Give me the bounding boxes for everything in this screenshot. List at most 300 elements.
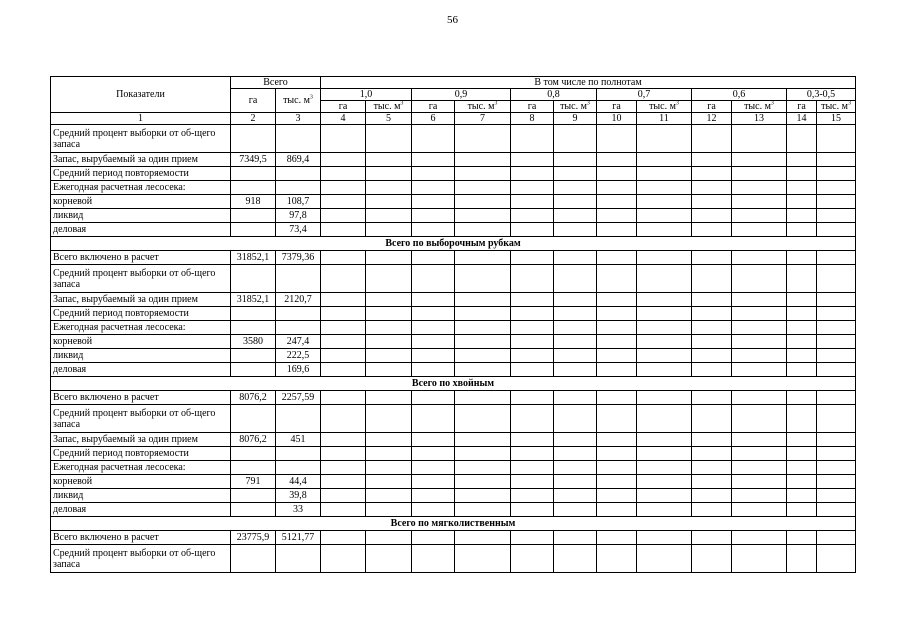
density-cell xyxy=(366,531,412,545)
density-cell xyxy=(412,433,455,447)
density-cell xyxy=(455,153,511,167)
density-cell xyxy=(554,545,597,573)
density-cell xyxy=(817,391,856,405)
column-number: 2 xyxy=(231,113,276,125)
density-header: 0,9 xyxy=(412,89,511,101)
row-label: корневой xyxy=(51,335,231,349)
density-cell xyxy=(787,405,817,433)
density-cell xyxy=(321,293,366,307)
total-m3-cell: 869,4 xyxy=(276,153,321,167)
density-cell xyxy=(732,209,787,223)
density-cell xyxy=(366,321,412,335)
density-cell xyxy=(817,405,856,433)
density-cell xyxy=(637,125,692,153)
density-cell xyxy=(732,181,787,195)
density-cell xyxy=(597,153,637,167)
density-cell xyxy=(366,475,412,489)
table-row xyxy=(51,153,856,167)
density-cell xyxy=(412,307,455,321)
density-cell xyxy=(817,209,856,223)
total-ha-cell xyxy=(231,461,276,475)
column-number: 9 xyxy=(554,113,597,125)
density-cell xyxy=(366,181,412,195)
density-cell xyxy=(597,167,637,181)
table-row xyxy=(51,461,856,475)
density-cell xyxy=(455,363,511,377)
density-cell xyxy=(732,321,787,335)
density-cell xyxy=(732,405,787,433)
density-cell xyxy=(321,335,366,349)
density-cell xyxy=(732,167,787,181)
total-m3-cell: 73,4 xyxy=(276,223,321,237)
total-ha-cell xyxy=(231,181,276,195)
density-cell xyxy=(732,503,787,517)
total-ha-cell: 8076,2 xyxy=(231,391,276,405)
density-cell xyxy=(511,545,554,573)
row-label: Запас, вырубаемый за один прием xyxy=(51,433,231,447)
density-cell xyxy=(692,125,732,153)
density-cell xyxy=(817,125,856,153)
density-header: 0,7 xyxy=(597,89,692,101)
total-m3-cell xyxy=(276,461,321,475)
density-cell xyxy=(511,531,554,545)
density-cell xyxy=(817,489,856,503)
density-cell xyxy=(692,307,732,321)
density-cell xyxy=(597,125,637,153)
density-cell xyxy=(597,475,637,489)
density-cell xyxy=(412,447,455,461)
total-m3-cell: 108,7 xyxy=(276,195,321,209)
density-cell xyxy=(637,461,692,475)
density-cell xyxy=(787,181,817,195)
density-cell xyxy=(637,531,692,545)
density-cell xyxy=(732,195,787,209)
density-cell xyxy=(692,545,732,573)
unit-m3-header: тыс. $м^3$ xyxy=(455,101,511,113)
density-cell xyxy=(692,461,732,475)
density-cell xyxy=(787,489,817,503)
density-cell xyxy=(366,293,412,307)
density-cell xyxy=(412,321,455,335)
density-cell xyxy=(366,503,412,517)
density-cell xyxy=(637,265,692,293)
density-cell xyxy=(637,167,692,181)
density-cell xyxy=(321,223,366,237)
density-cell xyxy=(732,335,787,349)
unit-m3-header: тыс. $м^3$ xyxy=(732,101,787,113)
density-cell xyxy=(692,503,732,517)
density-cell xyxy=(412,363,455,377)
density-cell xyxy=(637,433,692,447)
density-cell xyxy=(511,307,554,321)
density-cell xyxy=(511,321,554,335)
density-cell xyxy=(554,503,597,517)
density-cell xyxy=(321,167,366,181)
density-cell xyxy=(366,167,412,181)
density-cell xyxy=(692,321,732,335)
total-m3-cell xyxy=(276,307,321,321)
density-cell xyxy=(787,433,817,447)
row-label: деловая xyxy=(51,503,231,517)
total-m3-cell xyxy=(276,447,321,461)
density-cell xyxy=(321,321,366,335)
table-row xyxy=(51,223,856,237)
density-cell xyxy=(412,195,455,209)
density-cell xyxy=(597,405,637,433)
density-cell xyxy=(321,125,366,153)
table-row xyxy=(51,293,856,307)
total-ha-cell xyxy=(231,489,276,503)
table-row xyxy=(51,209,856,223)
density-cell xyxy=(412,265,455,293)
density-cell xyxy=(787,153,817,167)
density-cell xyxy=(692,265,732,293)
density-cell xyxy=(817,335,856,349)
total-m3-cell: 7379,36 xyxy=(276,251,321,265)
column-number-row xyxy=(51,113,856,125)
table-row xyxy=(51,475,856,489)
density-cell xyxy=(554,251,597,265)
total-ha-cell: 918 xyxy=(231,195,276,209)
unit-ha-header: га xyxy=(597,101,637,113)
density-cell xyxy=(787,251,817,265)
density-cell xyxy=(511,391,554,405)
column-number: 10 xyxy=(597,113,637,125)
density-cell xyxy=(412,489,455,503)
row-label: деловая xyxy=(51,223,231,237)
unit-ha-header: га xyxy=(692,101,732,113)
total-m3-cell xyxy=(276,545,321,573)
density-cell xyxy=(511,167,554,181)
density-cell xyxy=(412,223,455,237)
density-cell xyxy=(732,293,787,307)
density-cell xyxy=(554,475,597,489)
total-m3-cell xyxy=(276,181,321,195)
total-m3-cell: 222,5 xyxy=(276,349,321,363)
density-cell xyxy=(511,349,554,363)
row-label: ликвид xyxy=(51,209,231,223)
density-cell xyxy=(732,363,787,377)
density-cell xyxy=(321,475,366,489)
unit-ha-header: га xyxy=(787,101,817,113)
density-cell xyxy=(511,125,554,153)
density-cell xyxy=(637,475,692,489)
density-cell xyxy=(321,181,366,195)
row-label: Средний период повторяемости xyxy=(51,307,231,321)
density-cell xyxy=(692,195,732,209)
density-cell xyxy=(455,209,511,223)
density-cell xyxy=(412,293,455,307)
density-cell xyxy=(455,251,511,265)
density-cell xyxy=(455,545,511,573)
density-cell xyxy=(511,363,554,377)
total-m3-cell: 247,4 xyxy=(276,335,321,349)
table-row xyxy=(51,363,856,377)
density-header: 0,8 xyxy=(511,89,597,101)
table-row xyxy=(51,405,856,433)
total-ha-cell: 3580 xyxy=(231,335,276,349)
density-cell xyxy=(366,153,412,167)
density-cell xyxy=(511,461,554,475)
density-cell xyxy=(637,293,692,307)
density-cell xyxy=(412,405,455,433)
density-cell xyxy=(412,251,455,265)
density-cell xyxy=(787,321,817,335)
density-cell xyxy=(692,209,732,223)
density-cell xyxy=(455,223,511,237)
density-cell xyxy=(455,335,511,349)
density-cell xyxy=(321,489,366,503)
density-cell xyxy=(817,447,856,461)
density-cell xyxy=(455,125,511,153)
density-cell xyxy=(366,349,412,363)
total-m3-cell xyxy=(276,167,321,181)
density-cell xyxy=(817,223,856,237)
density-cell xyxy=(787,307,817,321)
density-cell xyxy=(455,181,511,195)
column-number: 4 xyxy=(321,113,366,125)
table-row xyxy=(51,503,856,517)
row-label: Ежегодная расчетная лесосека: xyxy=(51,461,231,475)
density-cell xyxy=(366,265,412,293)
density-cell xyxy=(817,461,856,475)
unit-m3-header: тыс. $м^3$ xyxy=(554,101,597,113)
density-cell xyxy=(412,209,455,223)
total-ha-cell: 31852,1 xyxy=(231,251,276,265)
density-cell xyxy=(637,209,692,223)
density-cell xyxy=(511,447,554,461)
density-cell xyxy=(455,349,511,363)
density-cell xyxy=(637,391,692,405)
density-cell xyxy=(455,195,511,209)
density-cell xyxy=(412,349,455,363)
density-cell xyxy=(455,321,511,335)
density-cell xyxy=(554,531,597,545)
table-row xyxy=(51,335,856,349)
unit-m3-header: тыс. $м^3$ xyxy=(637,101,692,113)
column-number: 1 xyxy=(51,113,231,125)
table-row xyxy=(51,251,856,265)
density-cell xyxy=(597,321,637,335)
table-row xyxy=(51,167,856,181)
row-label: деловая xyxy=(51,363,231,377)
density-cell xyxy=(732,489,787,503)
density-cell xyxy=(692,293,732,307)
density-cell xyxy=(732,461,787,475)
column-number: 6 xyxy=(412,113,455,125)
density-cell xyxy=(511,195,554,209)
total-ha-cell xyxy=(231,209,276,223)
density-cell xyxy=(511,265,554,293)
density-cell xyxy=(321,391,366,405)
density-cell xyxy=(597,209,637,223)
table-row xyxy=(51,349,856,363)
density-cell xyxy=(412,391,455,405)
total-m3-cell xyxy=(276,265,321,293)
density-cell xyxy=(732,307,787,321)
density-cell xyxy=(554,195,597,209)
total-ha-cell xyxy=(231,545,276,573)
density-cell xyxy=(637,335,692,349)
density-cell xyxy=(817,307,856,321)
density-cell xyxy=(692,433,732,447)
density-cell xyxy=(597,363,637,377)
total-ha-cell xyxy=(231,447,276,461)
density-cell xyxy=(597,531,637,545)
density-cell xyxy=(817,167,856,181)
total-header: Всего xyxy=(231,77,321,89)
row-label: Всего включено в расчет xyxy=(51,391,231,405)
density-cell xyxy=(817,433,856,447)
density-cell xyxy=(554,489,597,503)
density-cell xyxy=(787,265,817,293)
density-cell xyxy=(787,335,817,349)
density-cell xyxy=(455,433,511,447)
density-cell xyxy=(787,167,817,181)
density-cell xyxy=(637,503,692,517)
density-cell xyxy=(366,391,412,405)
density-cell xyxy=(554,265,597,293)
density-cell xyxy=(554,153,597,167)
density-cell xyxy=(637,489,692,503)
density-cell xyxy=(554,167,597,181)
density-cell xyxy=(455,489,511,503)
column-number: 15 xyxy=(817,113,856,125)
density-cell xyxy=(597,461,637,475)
total-m3-cell: 5121,77 xyxy=(276,531,321,545)
density-cell xyxy=(692,531,732,545)
density-cell xyxy=(597,195,637,209)
density-cell xyxy=(692,391,732,405)
density-cell xyxy=(511,153,554,167)
density-cell xyxy=(787,531,817,545)
column-number: 8 xyxy=(511,113,554,125)
density-cell xyxy=(455,307,511,321)
density-cell xyxy=(732,349,787,363)
density-cell xyxy=(817,181,856,195)
table-row xyxy=(51,195,856,209)
density-cell xyxy=(817,363,856,377)
density-cell xyxy=(321,461,366,475)
density-cell xyxy=(817,475,856,489)
density-cell xyxy=(554,293,597,307)
density-cell xyxy=(511,293,554,307)
section-title: Всего по хвойным xyxy=(51,377,856,391)
density-cell xyxy=(455,405,511,433)
section-title: Всего по мягколиственным xyxy=(51,517,856,531)
density-cell xyxy=(732,125,787,153)
density-cell xyxy=(637,223,692,237)
density-cell xyxy=(787,447,817,461)
density-cell xyxy=(637,321,692,335)
density-cell xyxy=(321,195,366,209)
density-cell xyxy=(692,405,732,433)
density-cell xyxy=(787,349,817,363)
density-cell xyxy=(366,433,412,447)
density-cell xyxy=(692,489,732,503)
density-cell xyxy=(637,153,692,167)
density-cell xyxy=(366,125,412,153)
density-cell xyxy=(554,335,597,349)
density-cell xyxy=(692,223,732,237)
density-cell xyxy=(787,363,817,377)
density-cell xyxy=(732,475,787,489)
density-cell xyxy=(366,461,412,475)
density-cell xyxy=(692,335,732,349)
density-cell xyxy=(597,181,637,195)
density-cell xyxy=(732,391,787,405)
total-m3-cell: 2120,7 xyxy=(276,293,321,307)
density-cell xyxy=(455,531,511,545)
row-label: Всего включено в расчет xyxy=(51,251,231,265)
density-cell xyxy=(511,181,554,195)
density-cell xyxy=(321,363,366,377)
density-cell xyxy=(787,545,817,573)
density-cell xyxy=(321,307,366,321)
density-cell xyxy=(732,531,787,545)
density-cell xyxy=(366,405,412,433)
density-cell xyxy=(366,363,412,377)
unit-ha-header: га xyxy=(412,101,455,113)
unit-m3-header: тыс. $м^3$ xyxy=(817,101,856,113)
section-row xyxy=(51,377,856,391)
density-cell xyxy=(412,503,455,517)
density-cell xyxy=(412,461,455,475)
density-cell xyxy=(321,405,366,433)
density-cell xyxy=(692,153,732,167)
density-cell xyxy=(817,531,856,545)
density-cell xyxy=(554,349,597,363)
density-cell xyxy=(597,447,637,461)
density-cell xyxy=(455,461,511,475)
column-number: 5 xyxy=(366,113,412,125)
density-cell xyxy=(637,405,692,433)
density-cell xyxy=(692,349,732,363)
total-m3-cell: 2257,59 xyxy=(276,391,321,405)
total-m3-header: тыс. $м^3$ xyxy=(276,89,321,113)
row-label: ликвид xyxy=(51,349,231,363)
row-label: Ежегодная расчетная лесосека: xyxy=(51,321,231,335)
total-ha-cell: 791 xyxy=(231,475,276,489)
density-cell xyxy=(817,251,856,265)
density-cell xyxy=(511,433,554,447)
table-row xyxy=(51,307,856,321)
density-cell xyxy=(554,209,597,223)
density-cell xyxy=(817,195,856,209)
row-label: Всего включено в расчет xyxy=(51,531,231,545)
density-cell xyxy=(366,489,412,503)
density-cell xyxy=(817,153,856,167)
total-m3-cell xyxy=(276,405,321,433)
section-title: Всего по выборочным рубкам xyxy=(51,237,856,251)
density-cell xyxy=(321,153,366,167)
density-cell xyxy=(554,307,597,321)
density-cell xyxy=(366,251,412,265)
density-cell xyxy=(455,265,511,293)
density-cell xyxy=(637,349,692,363)
table-row xyxy=(51,321,856,335)
density-cell xyxy=(597,265,637,293)
density-cell xyxy=(787,209,817,223)
density-cell xyxy=(554,433,597,447)
total-ha-cell xyxy=(231,167,276,181)
density-cell xyxy=(511,209,554,223)
density-cell xyxy=(455,391,511,405)
table-row xyxy=(51,545,856,573)
density-cell xyxy=(366,223,412,237)
density-cell xyxy=(554,321,597,335)
row-label: ликвид xyxy=(51,489,231,503)
